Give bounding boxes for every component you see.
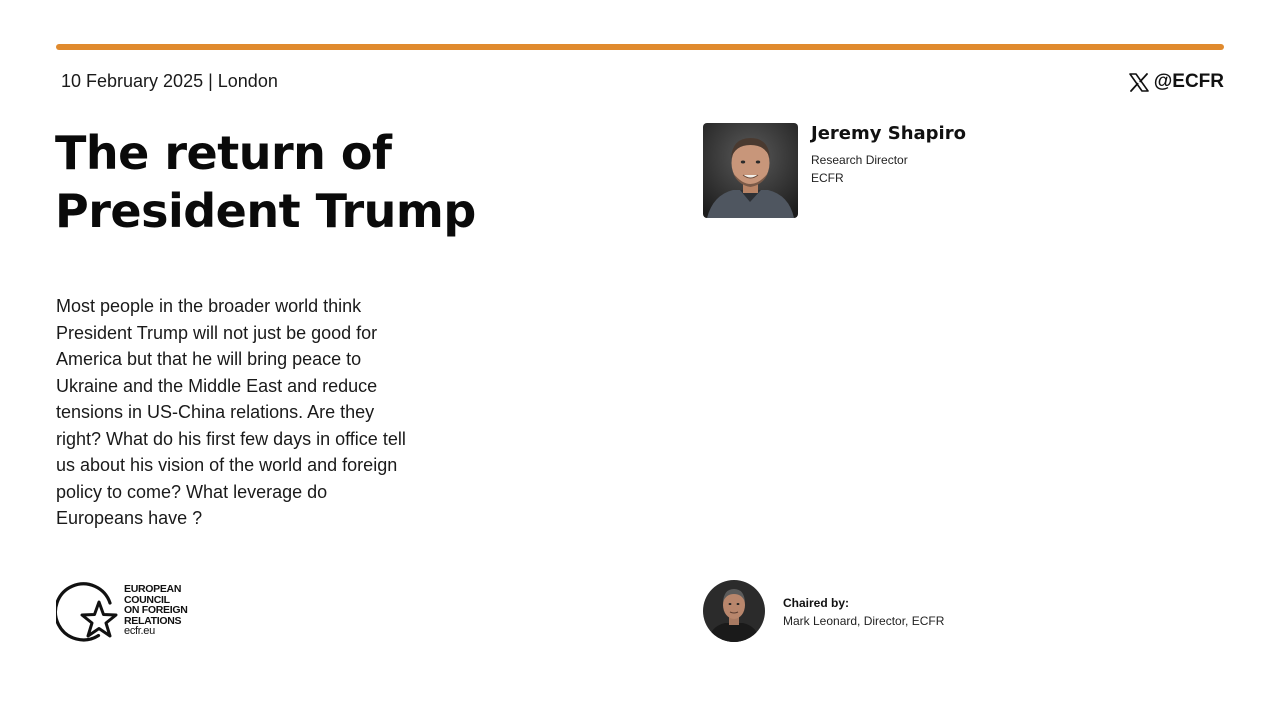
- event-title-line: The return of: [55, 126, 392, 180]
- speaker-role: Research Director: [811, 153, 908, 167]
- ecfr-logo-text: [124, 584, 188, 637]
- ecfr-logo: [56, 578, 188, 646]
- description-line: policy to come? What leverage do: [56, 481, 328, 502]
- ecfr-star-circle-icon: [56, 578, 120, 646]
- event-description: [56, 293, 426, 532]
- top-accent-rule: [56, 44, 1224, 50]
- event-title-line: President Trump: [55, 184, 476, 238]
- logo-text-line: ON FOREIGN: [124, 604, 188, 616]
- chair-avatar: [703, 580, 765, 642]
- event-title: [55, 124, 476, 240]
- x-logo-icon: [1129, 73, 1149, 92]
- description-line: right? What do his first few days in office tell: [56, 428, 406, 449]
- social-handle-text: @ECFR: [1153, 71, 1224, 92]
- speaker-name: Jeremy Shapiro: [811, 123, 966, 144]
- description-line: us about his vision of the world and foreign: [56, 455, 398, 475]
- speaker-organization: ECFR: [811, 171, 844, 185]
- description-line: Europeans have ?: [56, 508, 203, 528]
- speaker-photo: [703, 123, 798, 218]
- chair-name-title: Mark Leonard, Director, ECFR: [783, 614, 945, 628]
- description-line: Most people in the broader world think: [56, 296, 362, 316]
- social-handle[interactable]: [1129, 71, 1224, 93]
- description-line: President Trump will not just be good for: [56, 322, 378, 343]
- description-line: America but that he will bring peace to: [56, 349, 362, 369]
- event-dateline: 10 February 2025 | London: [61, 71, 278, 91]
- description-line: tensions in US-China relations. Are they: [56, 402, 375, 422]
- logo-url: ecfr.eu: [124, 625, 155, 637]
- logo-text-line: EUROPEAN: [124, 583, 182, 595]
- logo-text-line: COUNCIL: [124, 593, 170, 606]
- logo-text-line: RELATIONS: [124, 614, 182, 627]
- description-line: Ukraine and the Middle East and reduce: [56, 375, 378, 396]
- chair-heading: Chaired by:: [783, 596, 850, 610]
